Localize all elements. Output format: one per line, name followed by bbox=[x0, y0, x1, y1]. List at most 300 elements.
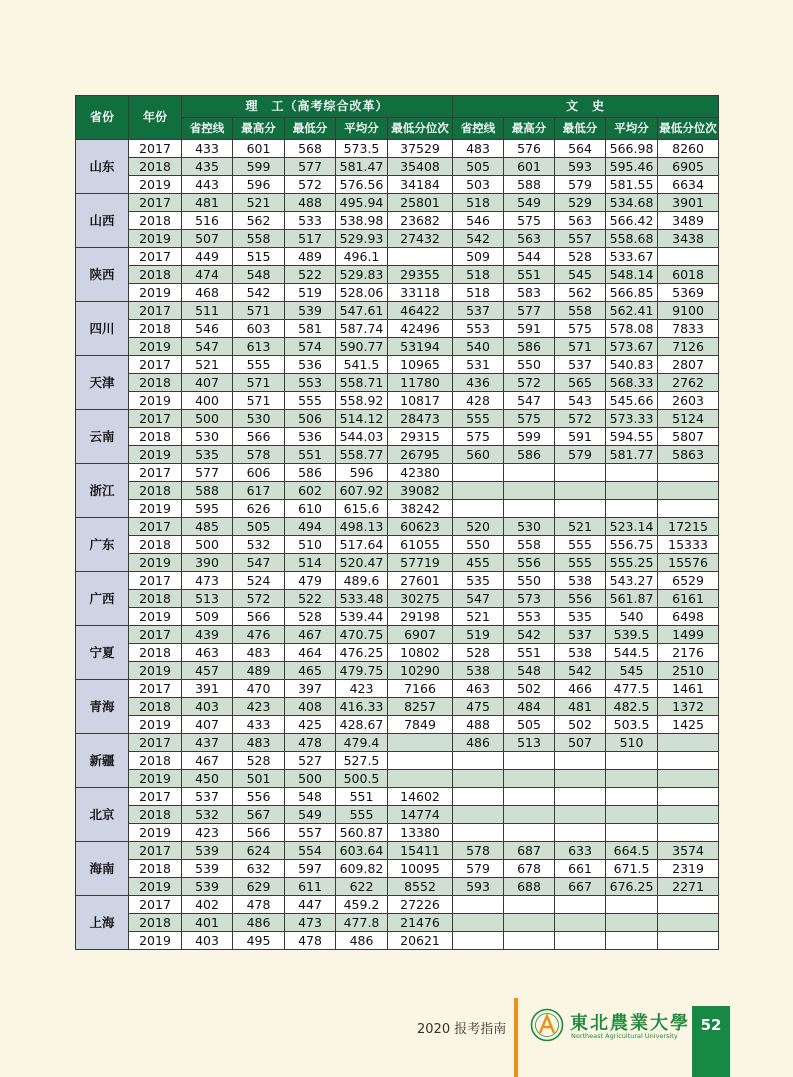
score-cell: 560 bbox=[453, 446, 504, 464]
score-cell: 540 bbox=[606, 608, 658, 626]
score-cell bbox=[606, 464, 658, 482]
score-cell: 13380 bbox=[388, 824, 453, 842]
year-cell: 2019 bbox=[129, 608, 182, 626]
col-header: 最低分 bbox=[285, 118, 336, 140]
score-cell: 613 bbox=[233, 338, 285, 356]
score-cell: 470.75 bbox=[336, 626, 388, 644]
score-cell: 548 bbox=[285, 788, 336, 806]
score-cell: 555 bbox=[555, 554, 606, 572]
year-cell: 2018 bbox=[129, 266, 182, 284]
score-cell bbox=[555, 752, 606, 770]
score-cell: 500 bbox=[182, 410, 233, 428]
score-cell: 555.25 bbox=[606, 554, 658, 572]
score-cell bbox=[555, 464, 606, 482]
table-row bbox=[76, 662, 719, 680]
score-cell: 513 bbox=[182, 590, 233, 608]
footer-divider bbox=[514, 998, 518, 1077]
score-cell: 60623 bbox=[388, 518, 453, 536]
score-cell: 2510 bbox=[658, 662, 719, 680]
score-cell: 9100 bbox=[658, 302, 719, 320]
score-cell: 603 bbox=[233, 320, 285, 338]
score-cell: 30275 bbox=[388, 590, 453, 608]
score-cell: 57719 bbox=[388, 554, 453, 572]
year-cell: 2019 bbox=[129, 770, 182, 788]
score-cell: 557 bbox=[555, 230, 606, 248]
score-cell: 27432 bbox=[388, 230, 453, 248]
score-cell bbox=[606, 806, 658, 824]
score-cell: 541.5 bbox=[336, 356, 388, 374]
score-cell: 6498 bbox=[658, 608, 719, 626]
score-cell: 566.42 bbox=[606, 212, 658, 230]
score-cell: 551 bbox=[285, 446, 336, 464]
score-cell bbox=[453, 770, 504, 788]
score-cell: 478 bbox=[233, 896, 285, 914]
score-cell: 2319 bbox=[658, 860, 719, 878]
score-cell: 522 bbox=[285, 590, 336, 608]
score-cell: 521 bbox=[555, 518, 606, 536]
year-cell: 2017 bbox=[129, 464, 182, 482]
score-cell: 583 bbox=[504, 284, 555, 302]
score-cell: 586 bbox=[504, 446, 555, 464]
score-cell: 503.5 bbox=[606, 716, 658, 734]
year-cell: 2017 bbox=[129, 356, 182, 374]
score-cell: 528 bbox=[285, 608, 336, 626]
score-cell: 459.2 bbox=[336, 896, 388, 914]
table-row bbox=[76, 878, 719, 896]
score-cell: 575 bbox=[555, 320, 606, 338]
score-cell: 10802 bbox=[388, 644, 453, 662]
score-cell: 481 bbox=[182, 194, 233, 212]
col-header: 最高分 bbox=[233, 118, 285, 140]
score-cell: 542 bbox=[504, 626, 555, 644]
score-cell: 37529 bbox=[388, 140, 453, 158]
year-cell: 2019 bbox=[129, 824, 182, 842]
score-cell: 10965 bbox=[388, 356, 453, 374]
score-cell: 7849 bbox=[388, 716, 453, 734]
table-row bbox=[76, 842, 719, 860]
score-cell bbox=[606, 788, 658, 806]
score-cell bbox=[504, 464, 555, 482]
score-cell bbox=[555, 806, 606, 824]
score-cell: 590.77 bbox=[336, 338, 388, 356]
score-cell: 545 bbox=[555, 266, 606, 284]
score-cell: 500 bbox=[182, 536, 233, 554]
score-cell: 428.67 bbox=[336, 716, 388, 734]
table-row bbox=[76, 320, 719, 338]
table-row bbox=[76, 716, 719, 734]
score-cell: 688 bbox=[504, 878, 555, 896]
score-cell: 581.77 bbox=[606, 446, 658, 464]
score-cell: 609.82 bbox=[336, 860, 388, 878]
year-cell: 2019 bbox=[129, 338, 182, 356]
score-cell: 476 bbox=[233, 626, 285, 644]
score-cell: 486 bbox=[453, 734, 504, 752]
score-cell: 540 bbox=[453, 338, 504, 356]
score-cell: 577 bbox=[285, 158, 336, 176]
year-cell: 2019 bbox=[129, 716, 182, 734]
score-cell: 571 bbox=[233, 392, 285, 410]
score-cell: 14602 bbox=[388, 788, 453, 806]
year-cell: 2017 bbox=[129, 302, 182, 320]
score-cell bbox=[504, 752, 555, 770]
score-cell: 397 bbox=[285, 680, 336, 698]
score-cell: 534.68 bbox=[606, 194, 658, 212]
province-cell: 新疆 bbox=[76, 734, 129, 788]
col-header: 最低分 bbox=[555, 118, 606, 140]
table-row bbox=[76, 644, 719, 662]
score-cell: 402 bbox=[182, 896, 233, 914]
score-cell: 455 bbox=[453, 554, 504, 572]
score-cell: 17215 bbox=[658, 518, 719, 536]
table-row bbox=[76, 788, 719, 806]
score-cell: 34184 bbox=[388, 176, 453, 194]
score-cell: 538 bbox=[453, 662, 504, 680]
score-cell: 578 bbox=[453, 842, 504, 860]
score-cell: 664.5 bbox=[606, 842, 658, 860]
score-cell: 390 bbox=[182, 554, 233, 572]
table-row bbox=[76, 752, 719, 770]
score-cell: 551 bbox=[504, 644, 555, 662]
score-cell: 2603 bbox=[658, 392, 719, 410]
score-cell: 407 bbox=[182, 716, 233, 734]
score-cell: 591 bbox=[504, 320, 555, 338]
table-row bbox=[76, 806, 719, 824]
table-row bbox=[76, 698, 719, 716]
score-cell bbox=[453, 500, 504, 518]
score-cell: 555 bbox=[453, 410, 504, 428]
score-cell bbox=[658, 896, 719, 914]
score-cell: 3901 bbox=[658, 194, 719, 212]
table-row bbox=[76, 392, 719, 410]
score-cell: 416.33 bbox=[336, 698, 388, 716]
score-cell: 539 bbox=[285, 302, 336, 320]
score-cell: 463 bbox=[182, 644, 233, 662]
score-cell: 6018 bbox=[658, 266, 719, 284]
score-cell: 46422 bbox=[388, 302, 453, 320]
score-cell bbox=[606, 932, 658, 950]
score-cell: 503 bbox=[453, 176, 504, 194]
score-cell: 563 bbox=[504, 230, 555, 248]
score-cell: 7166 bbox=[388, 680, 453, 698]
score-cell: 575 bbox=[504, 212, 555, 230]
score-cell: 514.12 bbox=[336, 410, 388, 428]
score-cell: 603.64 bbox=[336, 842, 388, 860]
score-cell: 595.46 bbox=[606, 158, 658, 176]
university-logo-icon bbox=[530, 1008, 564, 1042]
score-cell: 536 bbox=[285, 356, 336, 374]
score-cell bbox=[453, 932, 504, 950]
score-cell: 473 bbox=[285, 914, 336, 932]
year-cell: 2019 bbox=[129, 392, 182, 410]
score-cell: 632 bbox=[233, 860, 285, 878]
university-name-en: Northeast Agricultural University bbox=[571, 1032, 678, 1040]
year-cell: 2019 bbox=[129, 500, 182, 518]
province-cell: 北京 bbox=[76, 788, 129, 842]
year-cell: 2017 bbox=[129, 734, 182, 752]
score-cell: 661 bbox=[555, 860, 606, 878]
score-cell: 475 bbox=[453, 698, 504, 716]
score-cell: 481 bbox=[555, 698, 606, 716]
score-cell: 556 bbox=[555, 590, 606, 608]
score-cell: 601 bbox=[504, 158, 555, 176]
year-cell: 2017 bbox=[129, 518, 182, 536]
table-row bbox=[76, 410, 719, 428]
score-cell: 548.14 bbox=[606, 266, 658, 284]
score-cell: 564 bbox=[555, 140, 606, 158]
province-cell: 广西 bbox=[76, 572, 129, 626]
score-cell: 483 bbox=[233, 644, 285, 662]
score-cell: 558.71 bbox=[336, 374, 388, 392]
score-cell: 568 bbox=[285, 140, 336, 158]
score-cell: 465 bbox=[285, 662, 336, 680]
year-cell: 2018 bbox=[129, 320, 182, 338]
score-cell: 501 bbox=[233, 770, 285, 788]
table-row bbox=[76, 482, 719, 500]
score-cell: 520.47 bbox=[336, 554, 388, 572]
score-cell: 571 bbox=[555, 338, 606, 356]
score-cell: 558 bbox=[504, 536, 555, 554]
score-cell: 511 bbox=[182, 302, 233, 320]
table-row bbox=[76, 680, 719, 698]
score-cell: 61055 bbox=[388, 536, 453, 554]
score-cell: 573 bbox=[504, 590, 555, 608]
score-cell: 527 bbox=[285, 752, 336, 770]
col-header: 省控线 bbox=[453, 118, 504, 140]
score-cell: 538 bbox=[555, 572, 606, 590]
score-cell: 551 bbox=[336, 788, 388, 806]
score-cell: 27226 bbox=[388, 896, 453, 914]
score-cell: 573.33 bbox=[606, 410, 658, 428]
score-cell: 435 bbox=[182, 158, 233, 176]
score-cell: 556 bbox=[504, 554, 555, 572]
score-cell: 518 bbox=[453, 194, 504, 212]
score-cell: 553 bbox=[453, 320, 504, 338]
score-cell: 423 bbox=[233, 698, 285, 716]
score-cell: 586 bbox=[504, 338, 555, 356]
score-cell: 486 bbox=[233, 914, 285, 932]
score-cell: 23682 bbox=[388, 212, 453, 230]
table-row bbox=[76, 428, 719, 446]
table-row bbox=[76, 608, 719, 626]
score-cell: 505 bbox=[453, 158, 504, 176]
score-cell: 555 bbox=[233, 356, 285, 374]
score-cell: 7833 bbox=[658, 320, 719, 338]
score-cell: 450 bbox=[182, 770, 233, 788]
province-header: 省份 bbox=[76, 96, 129, 140]
table-row bbox=[76, 536, 719, 554]
score-cell: 617 bbox=[233, 482, 285, 500]
score-cell: 596 bbox=[233, 176, 285, 194]
score-cell: 3574 bbox=[658, 842, 719, 860]
score-cell: 535 bbox=[555, 608, 606, 626]
score-cell: 547 bbox=[182, 338, 233, 356]
score-cell bbox=[453, 914, 504, 932]
year-cell: 2017 bbox=[129, 788, 182, 806]
score-cell: 5807 bbox=[658, 428, 719, 446]
score-cell: 521 bbox=[453, 608, 504, 626]
score-cell: 578 bbox=[233, 446, 285, 464]
year-cell: 2019 bbox=[129, 554, 182, 572]
score-cell: 425 bbox=[285, 716, 336, 734]
score-cell bbox=[453, 464, 504, 482]
table-body bbox=[76, 140, 719, 950]
score-cell: 496.1 bbox=[336, 248, 388, 266]
score-cell: 26795 bbox=[388, 446, 453, 464]
score-cell: 10290 bbox=[388, 662, 453, 680]
score-cell: 547 bbox=[453, 590, 504, 608]
score-cell: 533.67 bbox=[606, 248, 658, 266]
score-cell: 537 bbox=[182, 788, 233, 806]
score-cell: 6634 bbox=[658, 176, 719, 194]
score-cell: 476.25 bbox=[336, 644, 388, 662]
score-cell: 593 bbox=[555, 158, 606, 176]
table-row bbox=[76, 824, 719, 842]
score-cell: 29198 bbox=[388, 608, 453, 626]
score-cell bbox=[453, 896, 504, 914]
score-cell: 555 bbox=[555, 536, 606, 554]
year-cell: 2019 bbox=[129, 932, 182, 950]
score-cell: 478 bbox=[285, 932, 336, 950]
score-cell: 533 bbox=[285, 212, 336, 230]
score-cell bbox=[658, 932, 719, 950]
score-cell: 510 bbox=[606, 734, 658, 752]
score-cell: 522 bbox=[285, 266, 336, 284]
score-cell: 42496 bbox=[388, 320, 453, 338]
score-cell: 615.6 bbox=[336, 500, 388, 518]
score-cell: 403 bbox=[182, 932, 233, 950]
score-cell: 558.92 bbox=[336, 392, 388, 410]
score-cell: 500 bbox=[285, 770, 336, 788]
score-cell: 611 bbox=[285, 878, 336, 896]
score-cell bbox=[606, 752, 658, 770]
score-cell: 509 bbox=[182, 608, 233, 626]
score-cell bbox=[658, 770, 719, 788]
score-cell: 588 bbox=[504, 176, 555, 194]
year-cell: 2018 bbox=[129, 482, 182, 500]
score-cell: 29355 bbox=[388, 266, 453, 284]
score-cell: 545.66 bbox=[606, 392, 658, 410]
score-cell: 514 bbox=[285, 554, 336, 572]
year-cell: 2018 bbox=[129, 374, 182, 392]
table-row bbox=[76, 284, 719, 302]
score-cell: 403 bbox=[182, 698, 233, 716]
score-cell: 599 bbox=[233, 158, 285, 176]
score-cell: 563 bbox=[555, 212, 606, 230]
score-cell: 6905 bbox=[658, 158, 719, 176]
score-cell: 537 bbox=[555, 356, 606, 374]
score-cell: 510 bbox=[285, 536, 336, 554]
year-cell: 2018 bbox=[129, 536, 182, 554]
score-cell: 1499 bbox=[658, 626, 719, 644]
score-cell: 477.8 bbox=[336, 914, 388, 932]
year-cell: 2017 bbox=[129, 626, 182, 644]
score-cell: 518 bbox=[453, 284, 504, 302]
score-cell: 539.5 bbox=[606, 626, 658, 644]
score-cell: 558 bbox=[555, 302, 606, 320]
score-cell bbox=[504, 896, 555, 914]
score-cell: 423 bbox=[182, 824, 233, 842]
year-header: 年份 bbox=[129, 96, 182, 140]
score-cell: 5863 bbox=[658, 446, 719, 464]
score-cell: 566 bbox=[233, 428, 285, 446]
score-cell: 521 bbox=[182, 356, 233, 374]
score-cell: 575 bbox=[504, 410, 555, 428]
score-cell: 539 bbox=[182, 842, 233, 860]
score-cell bbox=[504, 806, 555, 824]
score-cell: 542 bbox=[555, 662, 606, 680]
score-cell: 482.5 bbox=[606, 698, 658, 716]
score-cell: 622 bbox=[336, 878, 388, 896]
table-row bbox=[76, 446, 719, 464]
score-cell bbox=[606, 770, 658, 788]
year-cell: 2018 bbox=[129, 860, 182, 878]
province-cell: 山西 bbox=[76, 194, 129, 248]
score-cell: 28473 bbox=[388, 410, 453, 428]
score-cell: 457 bbox=[182, 662, 233, 680]
score-cell: 407 bbox=[182, 374, 233, 392]
province-cell: 陕西 bbox=[76, 248, 129, 302]
score-cell: 14774 bbox=[388, 806, 453, 824]
score-cell: 463 bbox=[453, 680, 504, 698]
score-cell: 550 bbox=[504, 356, 555, 374]
year-cell: 2019 bbox=[129, 230, 182, 248]
score-cell bbox=[658, 482, 719, 500]
score-cell bbox=[658, 734, 719, 752]
score-cell: 560.87 bbox=[336, 824, 388, 842]
score-cell bbox=[658, 806, 719, 824]
score-cell: 53194 bbox=[388, 338, 453, 356]
score-cell: 578.08 bbox=[606, 320, 658, 338]
score-cell: 566.98 bbox=[606, 140, 658, 158]
score-cell: 562 bbox=[233, 212, 285, 230]
table-row bbox=[76, 734, 719, 752]
year-cell: 2017 bbox=[129, 572, 182, 590]
score-cell: 517.64 bbox=[336, 536, 388, 554]
col-header: 平均分 bbox=[336, 118, 388, 140]
score-cell: 538.98 bbox=[336, 212, 388, 230]
score-cell: 2176 bbox=[658, 644, 719, 662]
score-cell: 581.47 bbox=[336, 158, 388, 176]
province-cell: 广东 bbox=[76, 518, 129, 572]
score-cell: 532 bbox=[233, 536, 285, 554]
score-cell: 21476 bbox=[388, 914, 453, 932]
score-cell: 521 bbox=[233, 194, 285, 212]
score-cell: 488 bbox=[453, 716, 504, 734]
score-cell: 6529 bbox=[658, 572, 719, 590]
score-cell: 588 bbox=[182, 482, 233, 500]
score-cell: 577 bbox=[504, 302, 555, 320]
score-cell: 524 bbox=[233, 572, 285, 590]
score-cell: 470 bbox=[233, 680, 285, 698]
score-cell: 558 bbox=[233, 230, 285, 248]
score-cell: 543.27 bbox=[606, 572, 658, 590]
year-cell: 2019 bbox=[129, 284, 182, 302]
score-cell: 528 bbox=[555, 248, 606, 266]
score-cell: 15333 bbox=[658, 536, 719, 554]
score-cell: 606 bbox=[233, 464, 285, 482]
score-cell: 474 bbox=[182, 266, 233, 284]
score-cell: 2271 bbox=[658, 878, 719, 896]
score-cell: 529.93 bbox=[336, 230, 388, 248]
score-cell: 566.85 bbox=[606, 284, 658, 302]
score-cell: 593 bbox=[453, 878, 504, 896]
province-cell: 浙江 bbox=[76, 464, 129, 518]
score-cell: 7126 bbox=[658, 338, 719, 356]
year-cell: 2018 bbox=[129, 158, 182, 176]
score-cell: 433 bbox=[233, 716, 285, 734]
year-cell: 2019 bbox=[129, 878, 182, 896]
score-cell bbox=[606, 914, 658, 932]
